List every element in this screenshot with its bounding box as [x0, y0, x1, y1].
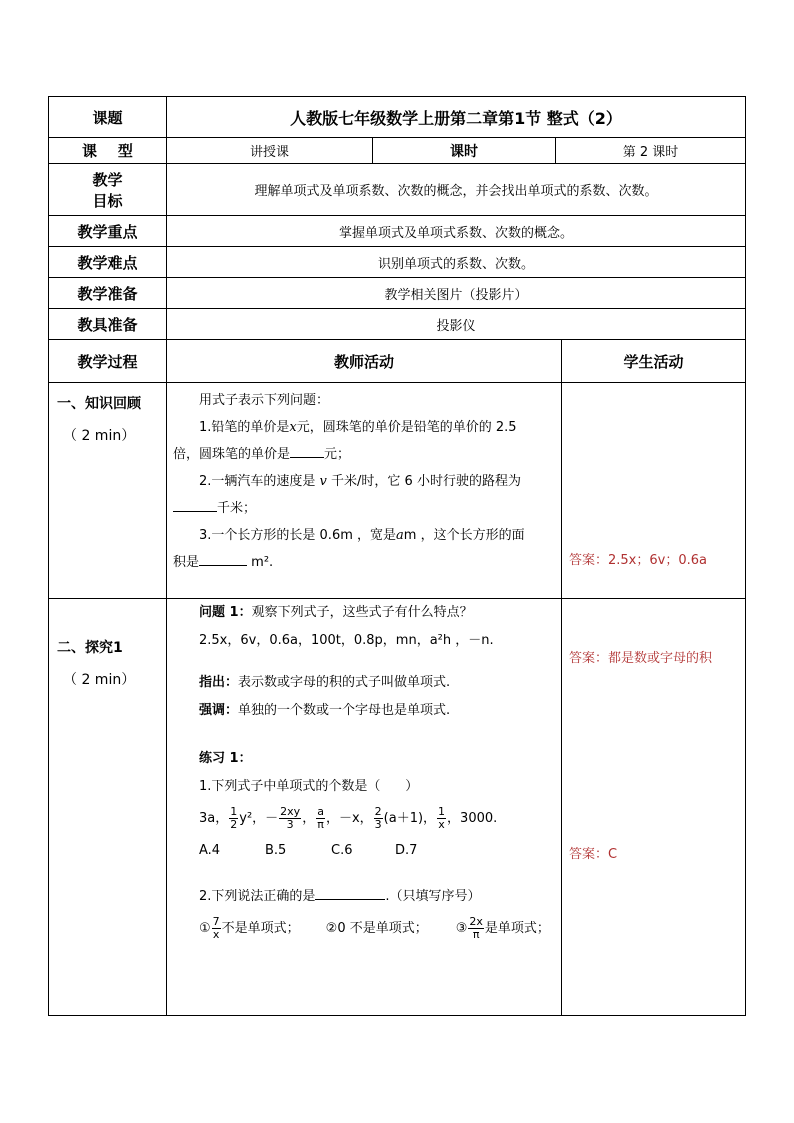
stage1-q2: [173, 468, 555, 495]
s3-post: 是单项式；: [484, 921, 550, 936]
topic-row: [49, 97, 746, 138]
spacer: [173, 655, 555, 669]
point-text: 表示数或字母的积的式子叫做单项式.: [238, 675, 451, 690]
stage2-duration: （ 2 min）: [63, 672, 136, 688]
lesson-plan-table: [48, 96, 746, 1016]
process-header: 教学过程: [49, 340, 167, 383]
stage1-intro: 用式子表示下列问题：: [199, 393, 330, 408]
frac-num: 2: [374, 805, 382, 818]
emph-text: 单独的一个数或一个字母也是单项式.: [238, 703, 451, 718]
tools-row: [49, 309, 746, 340]
stage2-student-activity: [562, 599, 746, 1016]
fraction: [212, 916, 221, 941]
fraction: [316, 806, 325, 831]
spacer: [173, 725, 555, 745]
key-row: [49, 216, 746, 247]
ex2-tail: .（只填写序号）: [385, 889, 481, 904]
type-label: 课 型: [49, 138, 167, 164]
choice-b: B.5: [265, 843, 287, 858]
stage1-q3: [173, 522, 555, 549]
choice-d: D.7: [395, 843, 418, 858]
stage2-problem: [173, 599, 555, 627]
topic-value: 人教版七年级数学上册第二章第1节 整式（2）: [167, 97, 746, 138]
difficulty-value: 识别单项式的系数、次数。: [167, 247, 746, 278]
stage2-row: [49, 599, 746, 1016]
fraction: [437, 806, 446, 831]
stage2-exprs: 2.5x，6v，0.6a，100t，0.8p，mn，a²h ，－n.: [199, 633, 494, 648]
frac-num: 1: [438, 805, 446, 818]
goal-row: [49, 164, 746, 216]
emph-label: 强调：: [199, 703, 239, 718]
q3-text-b: m ，这个长方形的面: [403, 528, 525, 543]
prep-row: [49, 278, 746, 309]
exercise-label: 练习 1：: [199, 751, 252, 766]
choice-c: C.6: [331, 843, 353, 858]
fraction: [374, 806, 383, 831]
frac-num: 7: [212, 915, 220, 928]
q1-blank[interactable]: [290, 443, 324, 458]
stage1-answer: 答案：2.5x；6v；0.6a: [569, 553, 707, 568]
q1-text-a: 1.铅笔的单价是: [199, 420, 290, 435]
goal-label-line1: 教学: [92, 170, 123, 189]
q2-text-c: 千米；: [217, 501, 257, 516]
column-header-row: [49, 340, 746, 383]
stage2-teacher-activity: [167, 599, 562, 1016]
frac-den: 3: [374, 818, 382, 831]
tools-label: 教具准备: [49, 309, 167, 340]
q2-var: v: [319, 474, 327, 489]
prep-label: 教学准备: [49, 278, 167, 309]
stage2-emph: [173, 697, 555, 725]
exercise-1-exprs: 3a， $\frac{1}{2}$ y²，－ $\frac{2xy}{3}$ ， $\frac{a}{\pi}$ ，－x， $\frac{2}{3}$ (a＋1)， $\frac{1}{x}$ ，3000.: [199, 805, 498, 831]
s3-pre: ③: [455, 921, 468, 936]
period-value: 第 2 课时: [556, 138, 746, 164]
expr-a: 3a，: [199, 811, 229, 826]
expr-e: ，3000.: [447, 811, 498, 826]
fraction: [229, 806, 238, 831]
stage1-student-activity: [562, 383, 746, 599]
stage1-q3-cont: [173, 549, 555, 576]
stage1-title: 一、知识回顾: [57, 396, 141, 412]
key-label: 教学重点: [49, 216, 167, 247]
exercise-1: 1.下列式子中单项式的个数是（ ）: [199, 779, 419, 794]
type-row: [49, 138, 746, 164]
problem-text: 观察下列式子，这些式子有什么特点？: [251, 605, 473, 620]
stage2-answer-1: 答案：都是数或字母的积: [569, 651, 713, 666]
q3-text-d: m².: [251, 555, 274, 570]
exercise-2: [173, 883, 555, 911]
goal-value: 理解单项式及单项系数、次数的概念，并会找出单项式的系数、次数。: [167, 164, 746, 216]
frac-num: a: [317, 805, 324, 818]
expr-d: (a＋1)，: [383, 811, 437, 826]
expr-c: ，－x，: [325, 811, 373, 826]
stage1-duration: （ 2 min）: [63, 428, 136, 444]
q2-text-a: 2.一辆汽车的速度是: [199, 474, 316, 489]
ex2-text: 2.下列说法正确的是: [199, 889, 316, 904]
fraction: [468, 916, 484, 941]
stage2-cell: [49, 599, 167, 1016]
stage1-q1: [173, 414, 555, 441]
q1-text-d: 元；: [324, 447, 351, 462]
exercise-2-statements: [173, 911, 555, 947]
frac-num: 2xy: [280, 805, 301, 818]
q2-blank[interactable]: [173, 497, 217, 512]
q1-var: x: [289, 420, 297, 435]
q3-text-c: 积是: [173, 555, 200, 570]
goal-label-line2: 目标: [92, 191, 123, 210]
period-label: 课时: [373, 138, 556, 164]
difficulty-row: [49, 247, 746, 278]
stage1-cell: [49, 383, 167, 599]
stage1-row: [49, 383, 746, 599]
choice-a: A.4: [199, 843, 221, 858]
stage2-point: [173, 669, 555, 697]
q3-text-a: 3.一个长方形的长是 0.6m ，宽是: [199, 528, 397, 543]
spacer: [173, 865, 555, 883]
q1-text-b: 元，圆珠笔的单价是铅笔的单价的 2.5: [296, 420, 517, 435]
s1-pre: ①: [199, 921, 211, 936]
point-label: 指出：: [199, 675, 239, 690]
frac-den: π: [472, 928, 480, 941]
q2-text-b: 千米/时，它 6 小时行驶的路程为: [331, 474, 521, 489]
stage1-q2-cont: [173, 495, 555, 522]
prep-value: 教学相关图片（投影片）: [167, 278, 746, 309]
q3-blank[interactable]: [199, 551, 247, 566]
ex2-blank[interactable]: [315, 885, 385, 900]
topic-label: 课题: [49, 97, 167, 138]
frac-den: 3: [286, 818, 294, 831]
frac-den: x: [212, 928, 220, 941]
fraction: [279, 806, 301, 831]
stage2-answer-2: 答案：C: [569, 847, 618, 862]
q1-text-c: 倍，圆珠笔的单价是: [173, 447, 291, 462]
expr-b: y²，－: [239, 811, 279, 826]
student-header: 学生活动: [562, 340, 746, 383]
frac-den: π: [317, 818, 324, 831]
tools-value: 投影仪: [167, 309, 746, 340]
stage2-title: 二、探究1: [57, 640, 123, 656]
frac-den: x: [438, 818, 445, 831]
frac-num: 1: [230, 805, 238, 818]
type-value: 讲授课: [167, 138, 373, 164]
stage1-q1-cont: [173, 441, 555, 468]
frac-num: 2x: [469, 915, 483, 928]
teacher-header: 教师活动: [167, 340, 562, 383]
exercise-1-choices: [173, 837, 555, 865]
difficulty-label: 教学难点: [49, 247, 167, 278]
goal-label: [49, 164, 167, 216]
s2-text: ②0 不是单项式；: [325, 921, 428, 936]
frac-den: 2: [230, 818, 238, 831]
key-value: 掌握单项式及单项式系数、次数的概念。: [167, 216, 746, 247]
problem-label: 问题 1：: [199, 605, 252, 620]
q3-var: a: [396, 528, 404, 543]
s1-post: 不是单项式；: [221, 921, 300, 936]
stage1-teacher-activity: [167, 383, 562, 599]
